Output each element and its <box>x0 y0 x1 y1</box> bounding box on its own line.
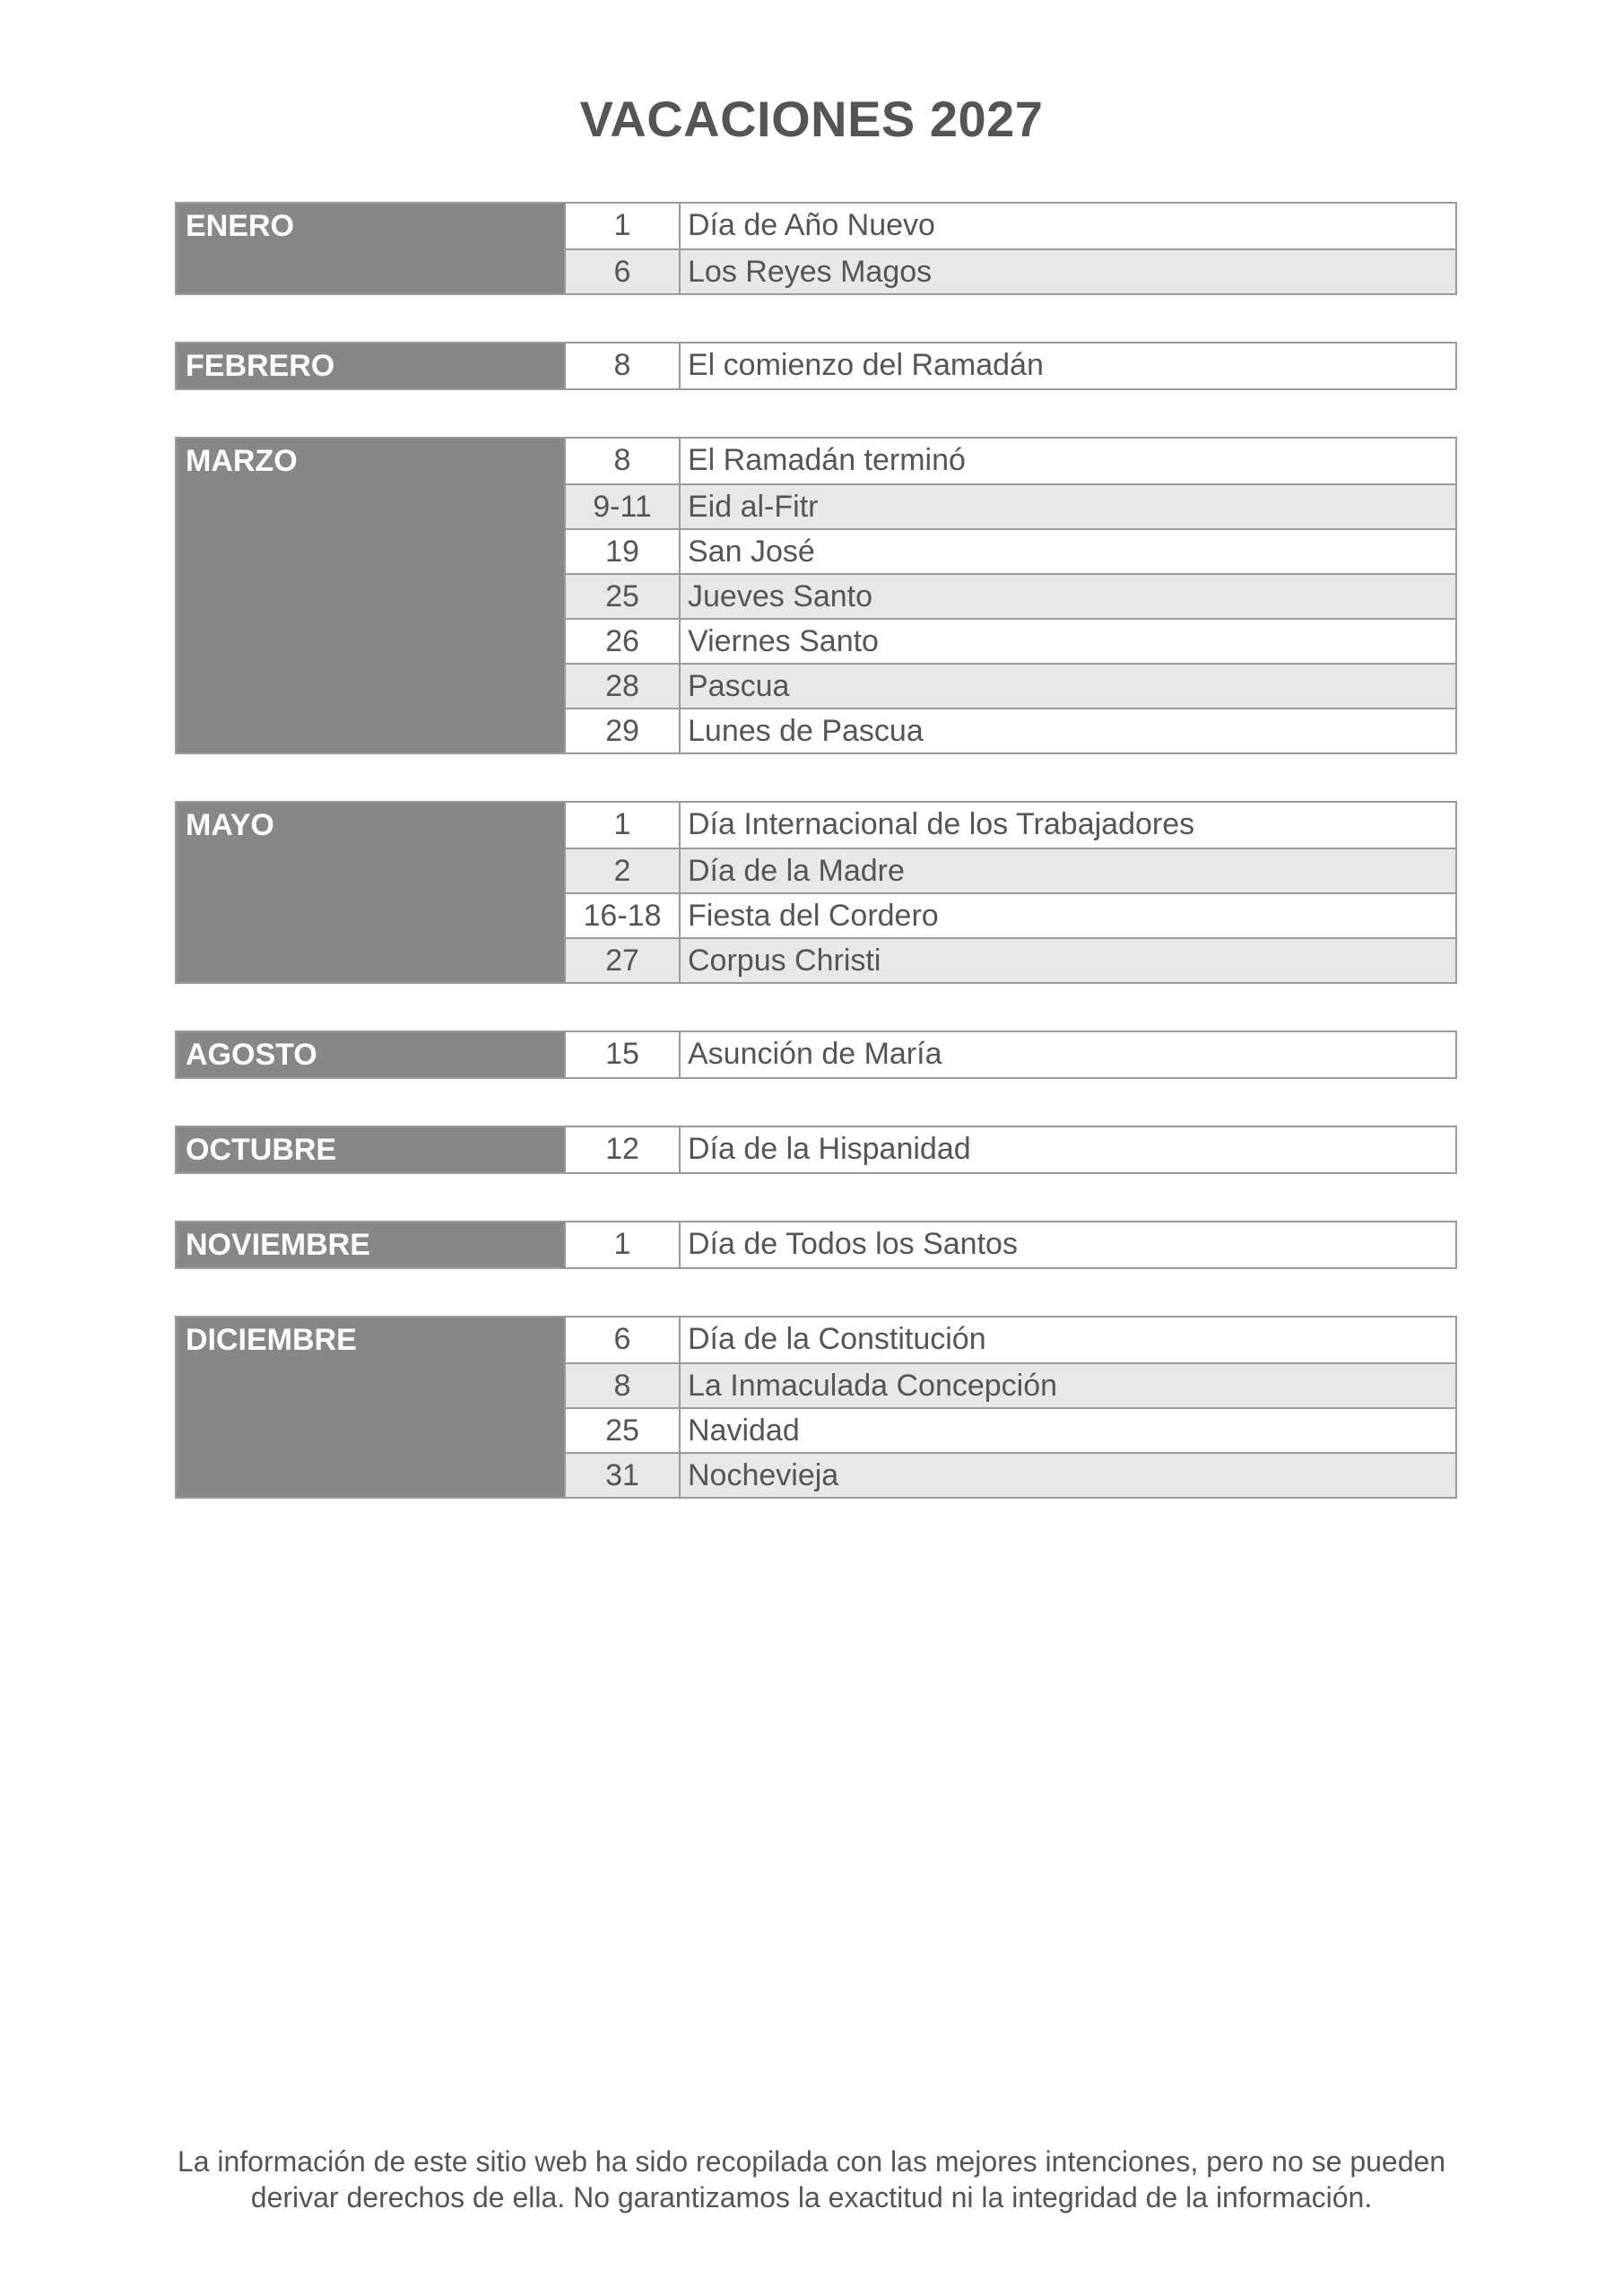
disclaimer <box>0 2144 1623 2215</box>
holiday-day: 25 <box>566 575 681 618</box>
holiday-row <box>566 892 1455 937</box>
holiday-name: Viernes Santo <box>688 624 879 658</box>
month-block <box>175 1126 1457 1174</box>
page-title: VACACIONES 2027 <box>579 91 1044 147</box>
month-name: NOVIEMBRE <box>175 1221 564 1269</box>
holiday-name: Eid al-Fitr <box>688 490 819 524</box>
month-name: MAYO <box>175 801 564 984</box>
holiday-rows <box>564 1221 1457 1269</box>
month-name: ENERO <box>175 202 564 295</box>
disclaimer-line-1: La información de este sitio web ha sido recopilada con las mejores intenciones, pero no se pueden <box>177 2145 1446 2178</box>
holiday-name: Día de la Madre <box>688 854 905 888</box>
holiday-rows <box>564 1126 1457 1174</box>
month-block <box>175 1316 1457 1499</box>
month-block <box>175 801 1457 984</box>
holiday-name: Día de Año Nuevo <box>688 208 935 242</box>
holiday-day: 6 <box>566 1318 681 1362</box>
holiday-name: La Inmaculada Concepción <box>688 1369 1058 1403</box>
holiday-name: Lunes de Pascua <box>688 714 924 748</box>
holiday-rows <box>564 1316 1457 1499</box>
holiday-name: Fiesta del Cordero <box>688 899 939 933</box>
holiday-row <box>566 1318 1455 1362</box>
holiday-table <box>175 202 1457 1545</box>
month-name: DICIEMBRE <box>175 1316 564 1499</box>
holiday-row <box>566 1362 1455 1407</box>
holiday-name: Nochevieja <box>688 1458 839 1492</box>
holiday-day: 2 <box>566 849 681 892</box>
holiday-row <box>566 618 1455 663</box>
holiday-rows <box>564 1031 1457 1079</box>
holiday-day: 19 <box>566 530 681 573</box>
holiday-row <box>566 204 1455 248</box>
holiday-day: 25 <box>566 1409 681 1452</box>
month-block <box>175 202 1457 295</box>
holiday-row <box>566 1222 1455 1267</box>
holiday-name: Navidad <box>688 1413 800 1448</box>
holiday-name: Asunción de María <box>688 1037 942 1071</box>
month-block <box>175 1221 1457 1269</box>
holiday-name: Corpus Christi <box>688 944 881 978</box>
holiday-name: El Ramadán terminó <box>688 443 966 477</box>
holiday-name: El comienzo del Ramadán <box>688 348 1044 382</box>
holiday-day: 16-18 <box>566 894 681 937</box>
holiday-day: 31 <box>566 1454 681 1497</box>
month-name: AGOSTO <box>175 1031 564 1079</box>
holiday-name: Día de la Hispanidad <box>688 1132 971 1166</box>
holiday-day: 26 <box>566 620 681 663</box>
disclaimer-line-2: derivar derechos de ella. No garantizamos la exactitud ni la integridad de la información. <box>250 2181 1373 2213</box>
holiday-name: Jueves Santo <box>688 579 873 613</box>
holiday-rows <box>564 202 1457 295</box>
holiday-name: San José <box>688 535 815 569</box>
holiday-day: 29 <box>566 709 681 752</box>
holiday-row <box>566 1032 1455 1077</box>
holiday-name: Los Reyes Magos <box>688 255 933 289</box>
month-block <box>175 437 1457 754</box>
month-name: FEBRERO <box>175 342 564 390</box>
holiday-row <box>566 663 1455 708</box>
holiday-row <box>566 848 1455 892</box>
holiday-row <box>566 803 1455 848</box>
holiday-day: 8 <box>566 344 681 388</box>
holiday-name: Día Internacional de los Trabajadores <box>688 807 1195 841</box>
holiday-row <box>566 1452 1455 1497</box>
holiday-row <box>566 937 1455 982</box>
holiday-day: 15 <box>566 1032 681 1077</box>
month-block <box>175 342 1457 390</box>
holiday-row <box>566 1407 1455 1452</box>
holiday-day: 27 <box>566 939 681 982</box>
holiday-row <box>566 439 1455 483</box>
holiday-name: Día de Todos los Santos <box>688 1227 1018 1261</box>
holiday-rows <box>564 801 1457 984</box>
holiday-row <box>566 1127 1455 1172</box>
holiday-name: Día de la Constitución <box>688 1322 986 1356</box>
holiday-day: 9-11 <box>566 485 681 528</box>
holiday-row <box>566 483 1455 528</box>
holiday-day: 1 <box>566 803 681 848</box>
holiday-row <box>566 528 1455 573</box>
holiday-row <box>566 573 1455 618</box>
holiday-day: 1 <box>566 1222 681 1267</box>
holiday-rows <box>564 437 1457 754</box>
month-name: MARZO <box>175 437 564 754</box>
holiday-day: 12 <box>566 1127 681 1172</box>
month-name: OCTUBRE <box>175 1126 564 1174</box>
holiday-row <box>566 708 1455 752</box>
holiday-day: 8 <box>566 439 681 483</box>
holiday-row <box>566 248 1455 293</box>
holiday-day: 28 <box>566 665 681 708</box>
holiday-name: Pascua <box>688 669 790 703</box>
holiday-row <box>566 344 1455 388</box>
holiday-day: 8 <box>566 1364 681 1407</box>
holiday-day: 6 <box>566 250 681 293</box>
holiday-rows <box>564 342 1457 390</box>
holiday-day: 1 <box>566 204 681 248</box>
month-block <box>175 1031 1457 1079</box>
